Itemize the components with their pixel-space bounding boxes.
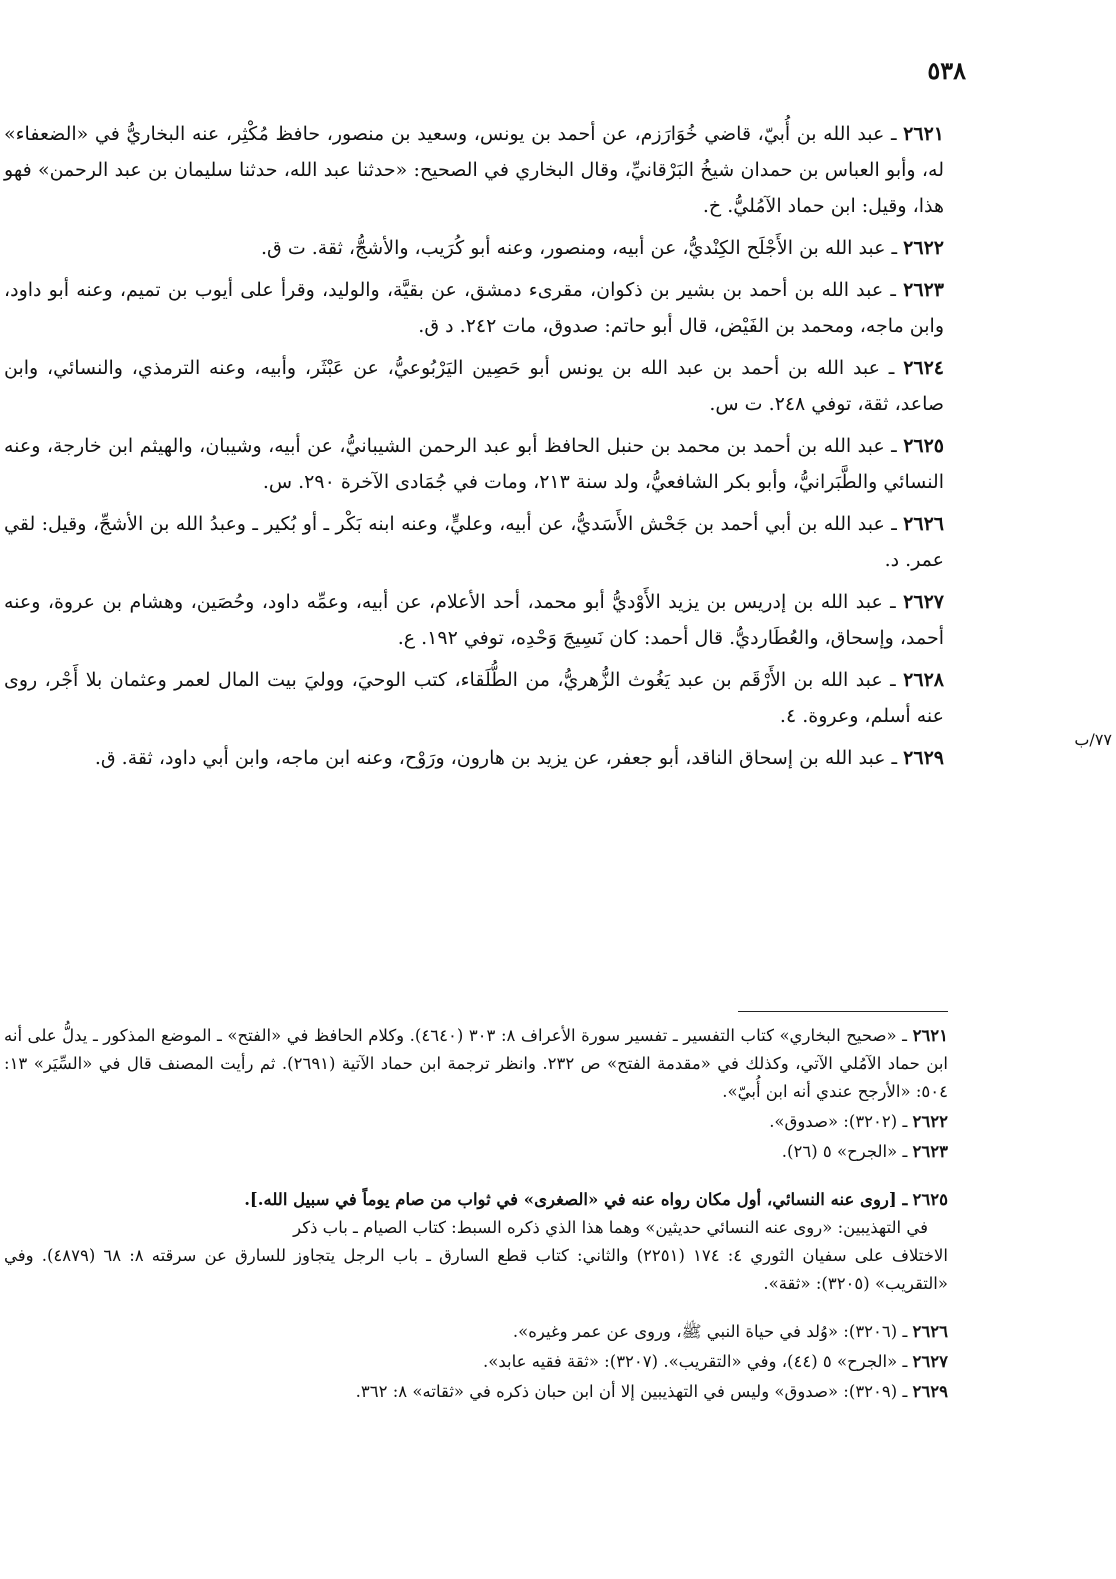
entry-2628 (4, 662, 948, 734)
entry-text: ـ عبد الله بن أُبيّ، قاضي خُوَارَزم، عن أحمد بن يونس، وسعيد بن منصور، حافظ مُكْثِر، عنه البخاريُّ في «الضعفاء» له، وأبو العباس بن حمدان شيخُ البَرْقانيِّ، وقال البخاري في الصحيح: «حدثنا عبد الله، حدثنا سليمان بن عبد الرحمن» فهو هذا، وقيل: ابن حماد الآمُليُّ. خ. (4, 123, 945, 217)
entry-text: ـ عبد الله بن الأَجْلَح الكِنْديُّ، عن أبيه، ومنصور، وعنه أبو كُرَيب، والأشجُّ، ثقة. ت ق. (261, 237, 898, 259)
entry-text: ـ عبد الله بن إسحاق الناقد، أبو جعفر، عن يزيد بن هارون، ورَوْح، وعنه ابن ماجه، وابن أبي داود، ثقة. ق. (94, 747, 898, 769)
note-2625 (4, 1186, 948, 1298)
note-number: ٢٦٢٦ (912, 1322, 948, 1341)
footnote-separator (738, 1011, 948, 1012)
note-2629 (4, 1378, 948, 1406)
entry-2621 (4, 116, 948, 224)
note-number: ٢٦٢١ (912, 1026, 949, 1045)
entry-number: ٢٦٢٤ (903, 357, 945, 379)
note-number: ٢٦٢٩ (912, 1382, 948, 1401)
note-text: ـ (٣٢٠٢): «صدوق». (769, 1112, 908, 1131)
note-number: ٢٦٢٢ (912, 1112, 948, 1131)
footnotes (4, 1022, 948, 1408)
entry-text: ـ عبد الله بن إدريس بن يزيد الأَوْديُّ أبو محمد، أحد الأعلام، عن أبيه، وعمِّه داود، وحُصَين، وهشام بن عروة، وعنه أحمد، وإسحاق، والعُطَارديُّ. قال أحمد: كان نَسِيجَ وَحْدِه، توفي ١٩٢. ع. (4, 591, 944, 649)
note-2623 (4, 1138, 948, 1166)
note-text: ـ (٣٢٠٦): «وُلد في حياة النبي ﷺ، وروى عن عمر وغيره». (512, 1322, 908, 1341)
entry-2626 (4, 506, 948, 578)
entry-number: ٢٦٢٧ (903, 591, 944, 613)
entry-number: ٢٦٢٨ (903, 669, 944, 691)
entry-number: ٢٦٢٢ (903, 237, 944, 259)
note-2626 (4, 1318, 948, 1346)
entry-2622 (4, 230, 948, 266)
note-2621 (4, 1022, 948, 1106)
note-number: ٢٦٢٣ (912, 1142, 948, 1161)
note-text: ـ «الجرح» ٥ (٢٦). (781, 1142, 908, 1161)
entry-number: ٢٦٢١ (903, 123, 944, 145)
page-number: ٥٣٨ (927, 56, 966, 85)
note-number: ٢٦٢٧ (912, 1352, 948, 1371)
entry-number: ٢٦٢٥ (903, 435, 945, 457)
entry-number: ٢٦٢٣ (903, 279, 944, 301)
note-2627 (4, 1348, 948, 1376)
note-number: ٢٦٢٥ (912, 1190, 948, 1209)
note-text: ـ «صحيح البخاري» كتاب التفسير ـ تفسير سورة الأعراف ٨: ٣٠٣ (٤٦٤٠). وكلام الحافظ في «الفتح» ـ الموضع المذكور ـ يدلُّ على أنه ابن حماد الآمُلي الآتي، وكذلك في «مقدمة الفتح» ص ٢٣٢. وانظر ترجمة ابن حماد الآتية (٢٦٩١). ثم رأيت المصنف قال في «السِّيَر» ١٣: ٥٠٤: «الأرجح عندي أنه ابن أُبيّ». (4, 1026, 949, 1101)
entry-2627 (4, 584, 948, 656)
note-2622 (4, 1108, 948, 1136)
entry-text: ـ عبد الله بن أحمد بن محمد بن حنبل الحافظ أبو عبد الرحمن الشيبانيُّ، عن أبيه، وشيبان، والهيثم ابن خارجة، وعنه النسائي والطَّبَرانيُّ، وأبو بكر الشافعيُّ، ولد سنة ٢١٣، ومات في جُمَادى الآخرة ٢٩٠. س. (4, 435, 944, 493)
entry-text: ـ عبد الله بن أحمد بن بشير بن ذكوان، مقرىء دمشق، عن بقيَّة، والوليد، وقرأ على أيوب بن تميم، وعنه أبو داود، وابن ماجه، ومحمد بن الفَيْض، قال أبو حاتم: صدوق، مات ٢٤٢. د ق. (4, 279, 944, 337)
manuscript-folio-note: ٧٧/ب (1074, 730, 1112, 749)
entry-text: ـ عبد الله بن أبي أحمد بن جَحْش الأَسَديُّ، عن أبيه، وعليٍّ، وعنه ابنه بَكْر ـ أو بُكير ـ وعبدُ الله بن الأشجِّ، وقيل: لقي عمر. د. (4, 513, 944, 571)
note-text: ـ «الجرح» ٥ (٤٤)، وفي «التقريب». (٣٢٠٧): «ثقة فقيه عابد». (483, 1352, 908, 1371)
entry-2625 (4, 428, 948, 500)
entry-number: ٢٦٢٦ (903, 513, 944, 535)
note-bold-text: ـ [روى عنه النسائي، أول مكان رواه عنه في «الصغرى» في ثواب من صام يوماً في سبيل الله.]. (244, 1190, 908, 1209)
note-text: ـ (٣٢٠٩): «صدوق» وليس في التهذيبين إلا أن ابن حبان ذكره في «ثقاته» ٨: ٣٦٢. (355, 1382, 908, 1401)
entry-text: ـ عبد الله بن الأَرْقَم بن عبد يَغُوث الزُّهريُّ، من الطُّلَقاء، كتب الوحيَ، ووليَ بيت المال لعمر وعثمان بلا أَجْر، روى عنه أسلم، وعروة. ٤. (4, 669, 944, 727)
note-sub-text-continued: الاختلاف على سفيان الثوري ٤: ١٧٤ (٢٢٥١) والثاني: كتاب قطع السارق ـ باب الرجل يتجاوز للسارق عن سرقته ٨: ٦٨ (٤٨٧٩). وفي «التقريب» (٣٢٠٥): «ثقة». (4, 1246, 948, 1293)
entry-2629 (4, 740, 948, 776)
entry-number: ٢٦٢٩ (903, 747, 944, 769)
entry-2623 (4, 272, 948, 344)
entry-text: ـ عبد الله بن أحمد بن عبد الله بن يونس أبو حَصِين اليَرْبُوعيُّ، عن عَبْثَر، وأبيه، وعنه الترمذي، والنسائي، وابن صاعد، ثقة، توفي ٢٤٨. ت س. (4, 357, 944, 415)
note-sub-text: في التهذيبين: «روى عنه النسائي حديثين» وهما هذا الذي ذكره السبط: كتاب الصيام ـ باب ذكر (293, 1218, 928, 1237)
entry-2624 (4, 350, 948, 422)
biographical-entries (4, 116, 948, 782)
